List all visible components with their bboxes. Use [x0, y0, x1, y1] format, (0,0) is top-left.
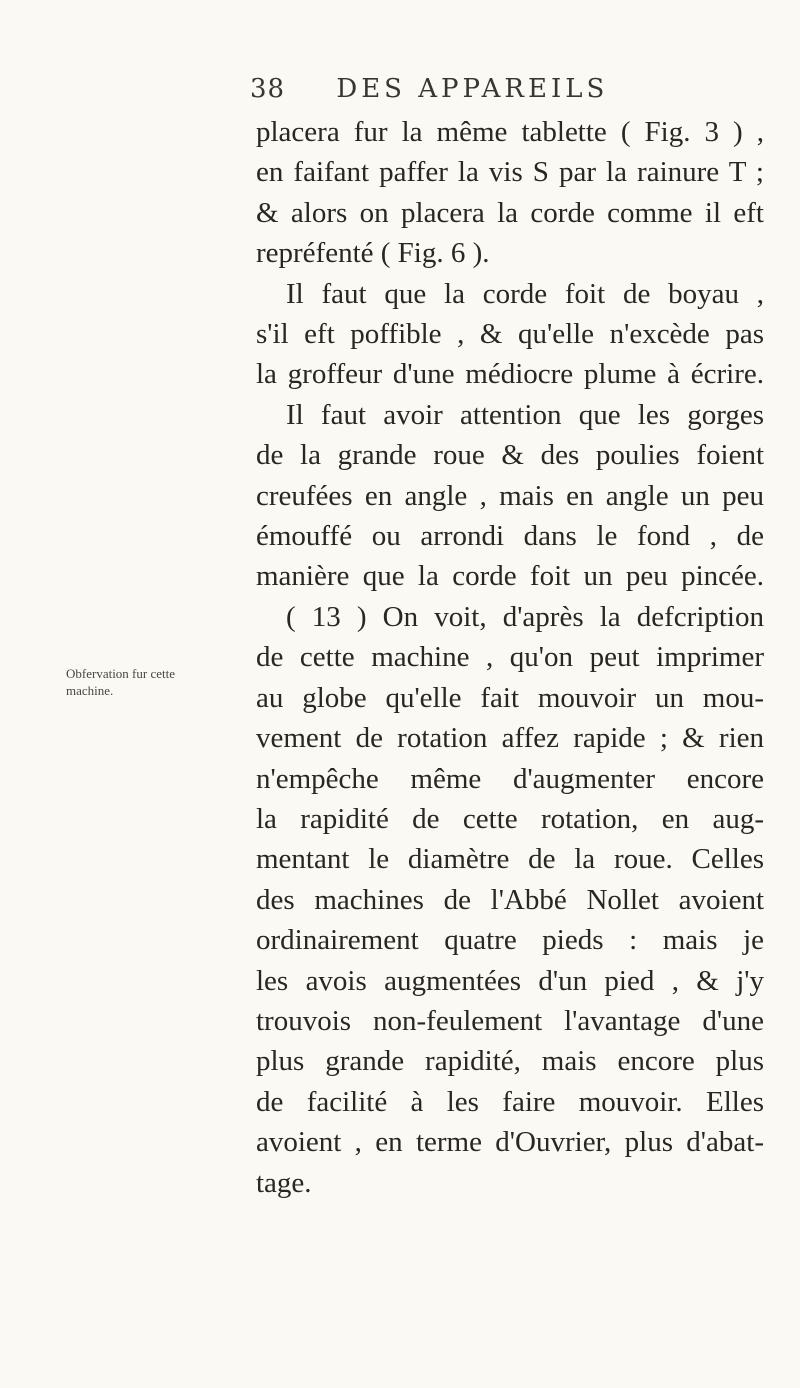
text-line: Il faut avoir attention que les gorges	[286, 398, 764, 431]
text-line: vement de rotation affez rapide ; & rien	[256, 722, 764, 755]
text-line: s'il eft poffible , & qu'elle n'excède pas	[256, 318, 764, 351]
text-line: la groffeur d'une médiocre plume à écrire.	[256, 358, 764, 391]
margin-note	[66, 665, 176, 699]
page-header	[250, 74, 608, 104]
text-line: en faifant paffer la vis S par la rainure T ;	[256, 156, 764, 189]
text-line: des machines de l'Abbé Nollet avoient	[256, 883, 764, 916]
text-line: n'empêche même d'augmenter encore	[256, 762, 764, 795]
text-line: avoient , en terme d'Ouvrier, plus d'abat-	[256, 1126, 764, 1159]
text-line: plus grande rapidité, mais encore plus	[256, 1045, 764, 1078]
running-title: DES APPAREILS	[336, 74, 609, 104]
text-line: ( 13 ) On voit, d'après la defcription	[286, 600, 764, 633]
text-line: mentant le diamètre de la roue. Celles	[256, 843, 764, 876]
text-line: de facilité à les faire mouvoir. Elles	[256, 1085, 764, 1118]
text-line: trouvois non-feulement l'avantage d'une	[256, 1004, 764, 1037]
body-text	[256, 112, 764, 1203]
text-line: la rapidité de cette rotation, en aug-	[256, 802, 764, 835]
text-line: & alors on placera la corde comme il eft	[256, 196, 764, 229]
text-line: placera fur la même tablette ( Fig. 3 ) ,	[256, 116, 764, 148]
page-number: 38	[250, 74, 286, 104]
text-line: les avois augmentées d'un pied , & j'y	[256, 964, 764, 997]
text-line: tage.	[256, 1166, 312, 1199]
text-line: creufées en angle , mais en angle un peu	[256, 479, 764, 512]
text-line: de cette machine , qu'on peut imprimer	[256, 641, 764, 674]
margin-note-line: machine.	[66, 683, 114, 698]
text-line: au globe qu'elle fait mouvoir un mou-	[256, 681, 764, 714]
text-line: Il faut que la corde foit de boyau ,	[286, 277, 764, 310]
margin-note-line: Obfervation fur cette	[66, 666, 176, 681]
text-line: ordinairement quatre pieds : mais je	[256, 924, 764, 957]
text-line: manière que la corde foit un peu pincée.	[256, 560, 764, 593]
text-line: émouffé ou arrondi dans le fond , de	[256, 520, 764, 553]
text-line: de la grande roue & des poulies foient	[256, 439, 764, 472]
text-line: repréfenté ( Fig. 6 ).	[256, 237, 490, 270]
